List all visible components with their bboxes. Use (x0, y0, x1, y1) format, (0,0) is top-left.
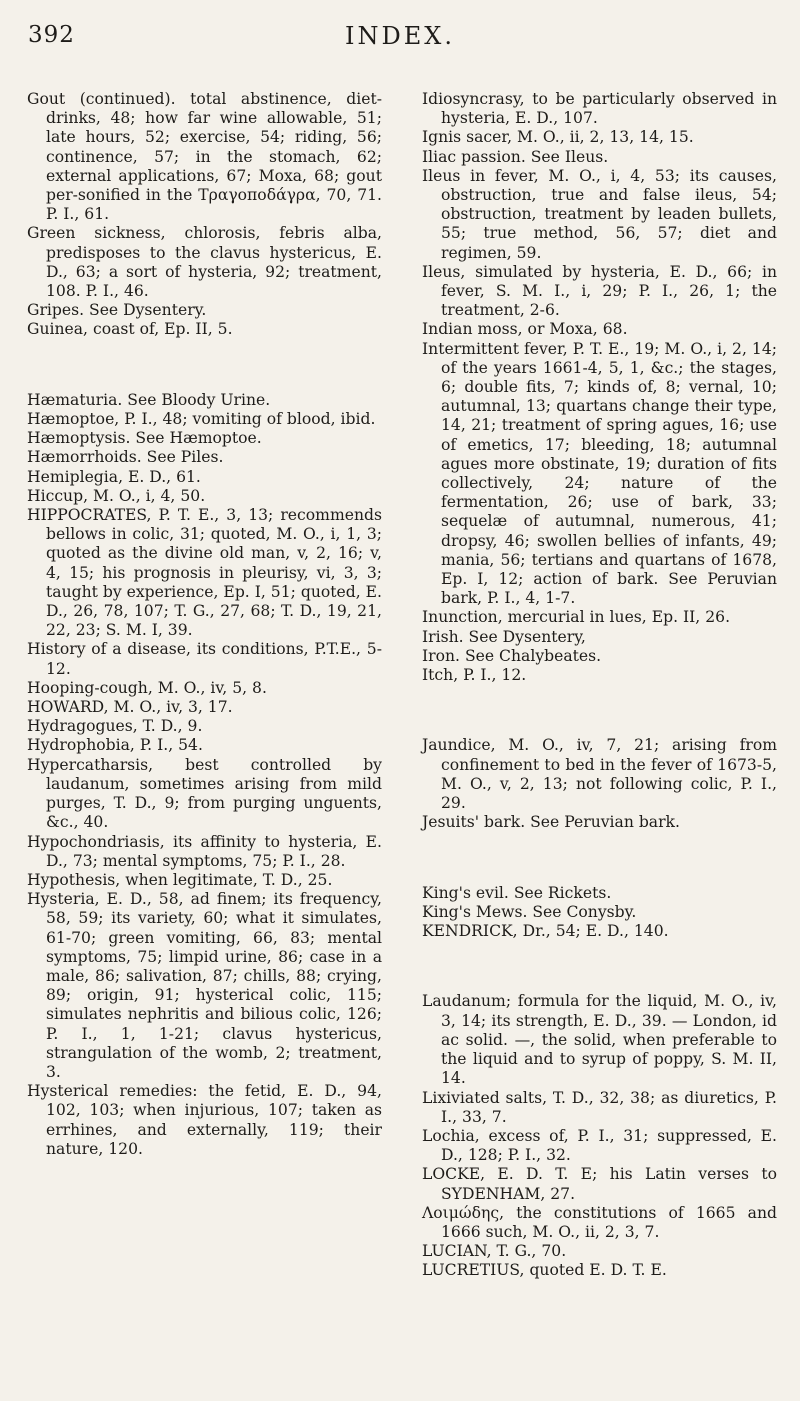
index-entry: Gout (continued). total abstinence, diet-drinks, 48; how far wine allowable, 51; late hours, 52; exercise, 54; riding, 56; continence, 57; in the stomach, 62; external applications, 67; Moxa, 68; gout per-sonified in the Τραγοποδάγρα, 70, 71. P. I., 61. (27, 90, 382, 224)
index-entry: Lochia, excess of, P. I., 31; suppressed, E. D., 128; P. I., 32. (422, 1126, 777, 1165)
index-entry: Iron. See Chalybeates. (422, 646, 602, 665)
index-entry: Hooping-cough, M. O., iv, 5, 8. (27, 678, 267, 697)
left-column (27, 90, 382, 1159)
right-column (422, 90, 777, 1281)
index-entry: Hæmoptysis. See Hæmoptoe. (27, 429, 262, 448)
section-gap (422, 701, 777, 721)
index-entry: Hypothesis, when legitimate, T. D., 25. (27, 870, 333, 889)
index-entry: Idiosyncrasy, to be particularly observed in hysteria, E. D., 107. (422, 90, 777, 128)
index-entry: Λοιμώδης, the constitutions of 1665 and 1666 such, M. O., ii, 2, 3, 7. (422, 1203, 777, 1241)
index-entry: King's evil. See Rickets. (422, 883, 612, 902)
index-entry: Hæmaturia. See Bloody Urine. (27, 390, 271, 409)
index-entry: Hysteria, E. D., 58, ad finem; its frequency, 58, 59; its variety, 60; what it simulates, 61-70; green vomiting, 66, 83; mental symptoms, 75; limpid urine, 86; case in a male, 86; salivation, 87; chills, 88; crying, 89; origin, 91; hysterical colic, 115; simulates nephritis and bilious colic, 126; P. I., 1, 1-21; clavus hystericus, strangulation of the womb, 2; treatment, 3. (27, 890, 382, 1081)
index-entry: Hypochondriasis, its affinity to hysteria, E. D., 73; mental symptoms, 75; P. I., 28. (27, 832, 382, 870)
index-entry: LOCKE, E. D. T. E; his Latin verses to SYDENHAM, 27. (422, 1165, 777, 1203)
index-entry: Intermittent fever, P. T. E., 19; M. O., i, 2, 14; of the years 1661-4, 5, 1, &c.; the stages, 6; double fits, 7; kinds of, 8; vernal, 10; autumnal, 13; quartans change their type, 14, 21; treatment of spring agues, 16; use of emetics, 17; bleeding, 18; autumnal agues more obstinate, 19; duration of fits collectively, 24; nature of the fermentation, 26; use of bark, 33; sequelæ of autumnal, numerous, 41; dropsy, 46; swollen bellies of infants, 49; mania, 56; tertians and quartans of 1678, Ep. I, 12; action of bark. See Peruvian bark, P. I., 4, 1-7. (422, 339, 777, 608)
page-number: 392 (28, 22, 75, 48)
index-entry: Hæmoptoe, P. I., 48; vomiting of blood, ibid. (27, 410, 376, 429)
index-entry: Gripes. See Dysentery. (27, 301, 207, 320)
index-entry: Ileus, simulated by hysteria, E. D., 66; in fever, S. M. I., i, 29; P. I., 26, 1; the treatment, 2-6. (422, 262, 777, 320)
index-entry: History of a disease, its conditions, P.T.E., 5-12. (27, 640, 382, 678)
index-entry: KENDRICK, Dr., 54; E. D., 140. (422, 922, 669, 941)
index-entry: Itch, P. I., 12. (422, 666, 527, 685)
index-entry: Jesuits' bark. See Peruvian bark. (422, 813, 680, 832)
index-entry: King's Mews. See Conysby. (422, 902, 637, 921)
index-entry: Lixiviated salts, T. D., 32, 38; as diuretics, P. I., 33, 7. (422, 1088, 777, 1126)
index-entry: Laudanum; formula for the liquid, M. O., iv, 3, 14; its strength, E. D., 39. — London, id ac solid. —, the solid, when preferable to the liquid and to syrup of poppy, S. M. II, 14. (422, 992, 777, 1088)
index-entry: HOWARD, M. O., iv, 3, 17. (27, 698, 233, 717)
index-entry: Guinea, coast of, Ep. II, 5. (27, 320, 233, 339)
index-entry: Hydrophobia, P. I., 54. (27, 736, 203, 755)
index-entry: Ignis sacer, M. O., ii, 2, 13, 14, 15. (422, 128, 694, 147)
section-gap (422, 848, 777, 868)
index-entry: Jaundice, M. O., iv, 7, 21; arising from confinement to bed in the fever of 1673-5, M. O., v, 2, 13; not following colic, P. I., 29. (422, 736, 777, 813)
page-header (28, 22, 772, 56)
index-entry: Ileus in fever, M. O., i, 4, 53; its causes, obstruction, true and false ileus, 54; obstruction, treatment by leaden bullets, 55; true method, 56, 57; diet and regimen, 59. (422, 166, 777, 262)
section-gap (27, 355, 382, 375)
index-entry: Indian moss, or Moxa, 68. (422, 320, 628, 339)
index-entry: Green sickness, chlorosis, febris alba, predisposes to the clavus hystericus, E. D., 63; a sort of hysteria, 92; treatment, 108. P. I., 46. (27, 224, 382, 301)
index-entry: HIPPOCRATES, P. T. E., 3, 13; recommends bellows in colic, 31; quoted, M. O., i, 1, 3; quoted as the divine old man, v, 2, 16; v, 4, 15; his prognosis in pleurisy, vi, 3, 3; taught by experience, Ep. I, 51; quoted, E. D., 26, 78, 107; T. G., 27, 68; T. D., 19, 21, 22, 23; S. M. I, 39. (27, 506, 382, 640)
index-entry: Iliac passion. See Ileus. (422, 147, 609, 166)
index-entry: Hemiplegia, E. D., 61. (27, 467, 201, 486)
index-entry: Hydragogues, T. D., 9. (27, 717, 203, 736)
index-entry: Hysterical remedies: the fetid, E. D., 94, 102, 103; when injurious, 107; taken as errhines, and externally, 119; their nature, 120. (27, 1082, 382, 1158)
index-entry: Hypercatharsis, best controlled by laudanum, sometimes arising from mild purges, T. D., 9; from purging unguents, &c., 40. (27, 755, 382, 832)
index-entry: LUCIAN, T. G., 70. (422, 1242, 567, 1261)
index-entry: Hiccup, M. O., i, 4, 50. (27, 486, 206, 505)
index-entry: Inunction, mercurial in lues, Ep. II, 26. (422, 608, 731, 627)
index-entry: LUCRETIUS, quoted E. D. T. E. (422, 1261, 667, 1280)
index-entry: Hæmorrhoids. See Piles. (27, 448, 224, 467)
section-gap (422, 957, 777, 977)
index-entry: Irish. See Dysentery, (422, 627, 586, 646)
running-head: INDEX. (345, 22, 455, 50)
